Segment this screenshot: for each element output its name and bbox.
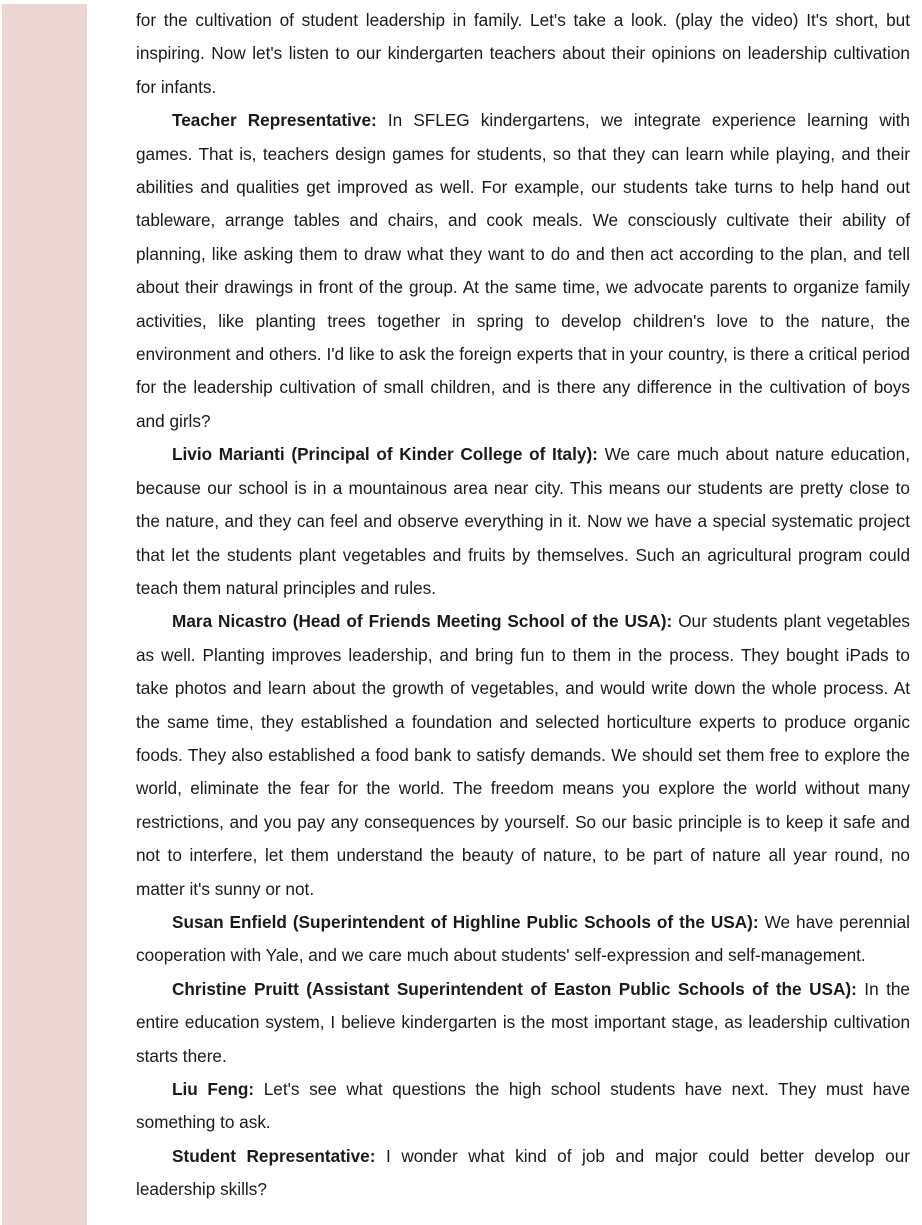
transcript-body [136,4,910,1207]
paragraph-livio-marianti [136,438,910,605]
paragraph-text: Our students plant vegetables as well. Planting improves leadership, and bring fun to them in the process. They bought iPads to take photos and learn about the growth of vegetables, and would write down the whole process. At the same time, they established a foundation and selected horticulture experts to produce organic foods. They also established a food bank to satisfy demands. We should set them free to explore the world, eliminate the fear for the world. The freedom means you explore the world without many restrictions, and you pay any consequences by yourself. So our basic principle is to keep it safe and not to interfere, let them understand the beauty of nature, to be part of nature all year round, no matter it's sunny or not. [136,611,910,899]
page-margin-band [2,4,87,1225]
paragraph-text: We care much about nature education, because our school is in a mountainous area near city. This means our students are pretty close to the nature, and they can feel and observe everything in it. Now we have a special systematic project that let the students plant vegetables and fruits by themselves. Such an agricultural program could teach them natural principles and rules. [136,444,911,598]
speaker-name: Christine Pruitt (Assistant Superintendent of Easton Public Schools of the USA): [172,978,857,999]
paragraph-christine-pruitt [136,973,910,1073]
paragraph-text: We have perennial cooperation with Yale, and we care much about students' self-expression and self-management. [136,911,910,966]
paragraph-text: Let's see what questions the high school students have next. They must have something to ask. [136,1079,911,1133]
speaker-name: Susan Enfield (Superintendent of Highline Public Schools of the USA): [172,911,759,932]
paragraph-text: for the cultivation of student leadership in family. Let's take a look. (play the video) It's short, but inspiring. Now let's listen to our kindergarten teachers about their opinions on leadership cultivation for infants. [136,10,910,97]
paragraph-susan-enfield [136,906,910,973]
paragraph-student-representative [136,1140,910,1207]
speaker-name: Teacher Representative: [172,110,377,131]
paragraph-text: I wonder what kind of job and major could better develop our leadership skills? [136,1145,910,1200]
speaker-name: Mara Nicastro (Head of Friends Meeting School of the USA): [172,611,673,632]
speaker-name: Liu Feng: [172,1079,255,1099]
paragraph-teacher-representative [136,104,910,438]
paragraph-text: In the entire education system, I believe kindergarten is the most important stage, as leadership cultivation starts there. [136,978,910,1066]
speaker-name: Student Representative: [172,1145,376,1166]
speaker-name: Livio Marianti (Principal of Kinder College of Italy): [172,444,598,465]
paragraph-text: In SFLEG kindergartens, we integrate experience learning with games. That is, teachers design games for students, so that they can learn while playing, and their abilities and qualities get improved as well. For example, our students take turns to help hand out tableware, arrange tables and chairs, and cook meals. We consciously cultivate their ability of planning, like asking them to draw what they want to do and then act according to the plan, and tell about their drawings in front of the group. At the same time, we advocate parents to organize family activities, like planting trees together in spring to develop children's love to the nature, the environment and others. I'd like to ask the foreign experts that in your country, is there a critical period for the leadership cultivation of small children, and is there any difference in the cultivation of boys and girls? [136,110,910,431]
paragraph-liu-feng [136,1073,910,1140]
paragraph-mara-nicastro [136,605,910,906]
paragraph-intro [136,4,910,104]
